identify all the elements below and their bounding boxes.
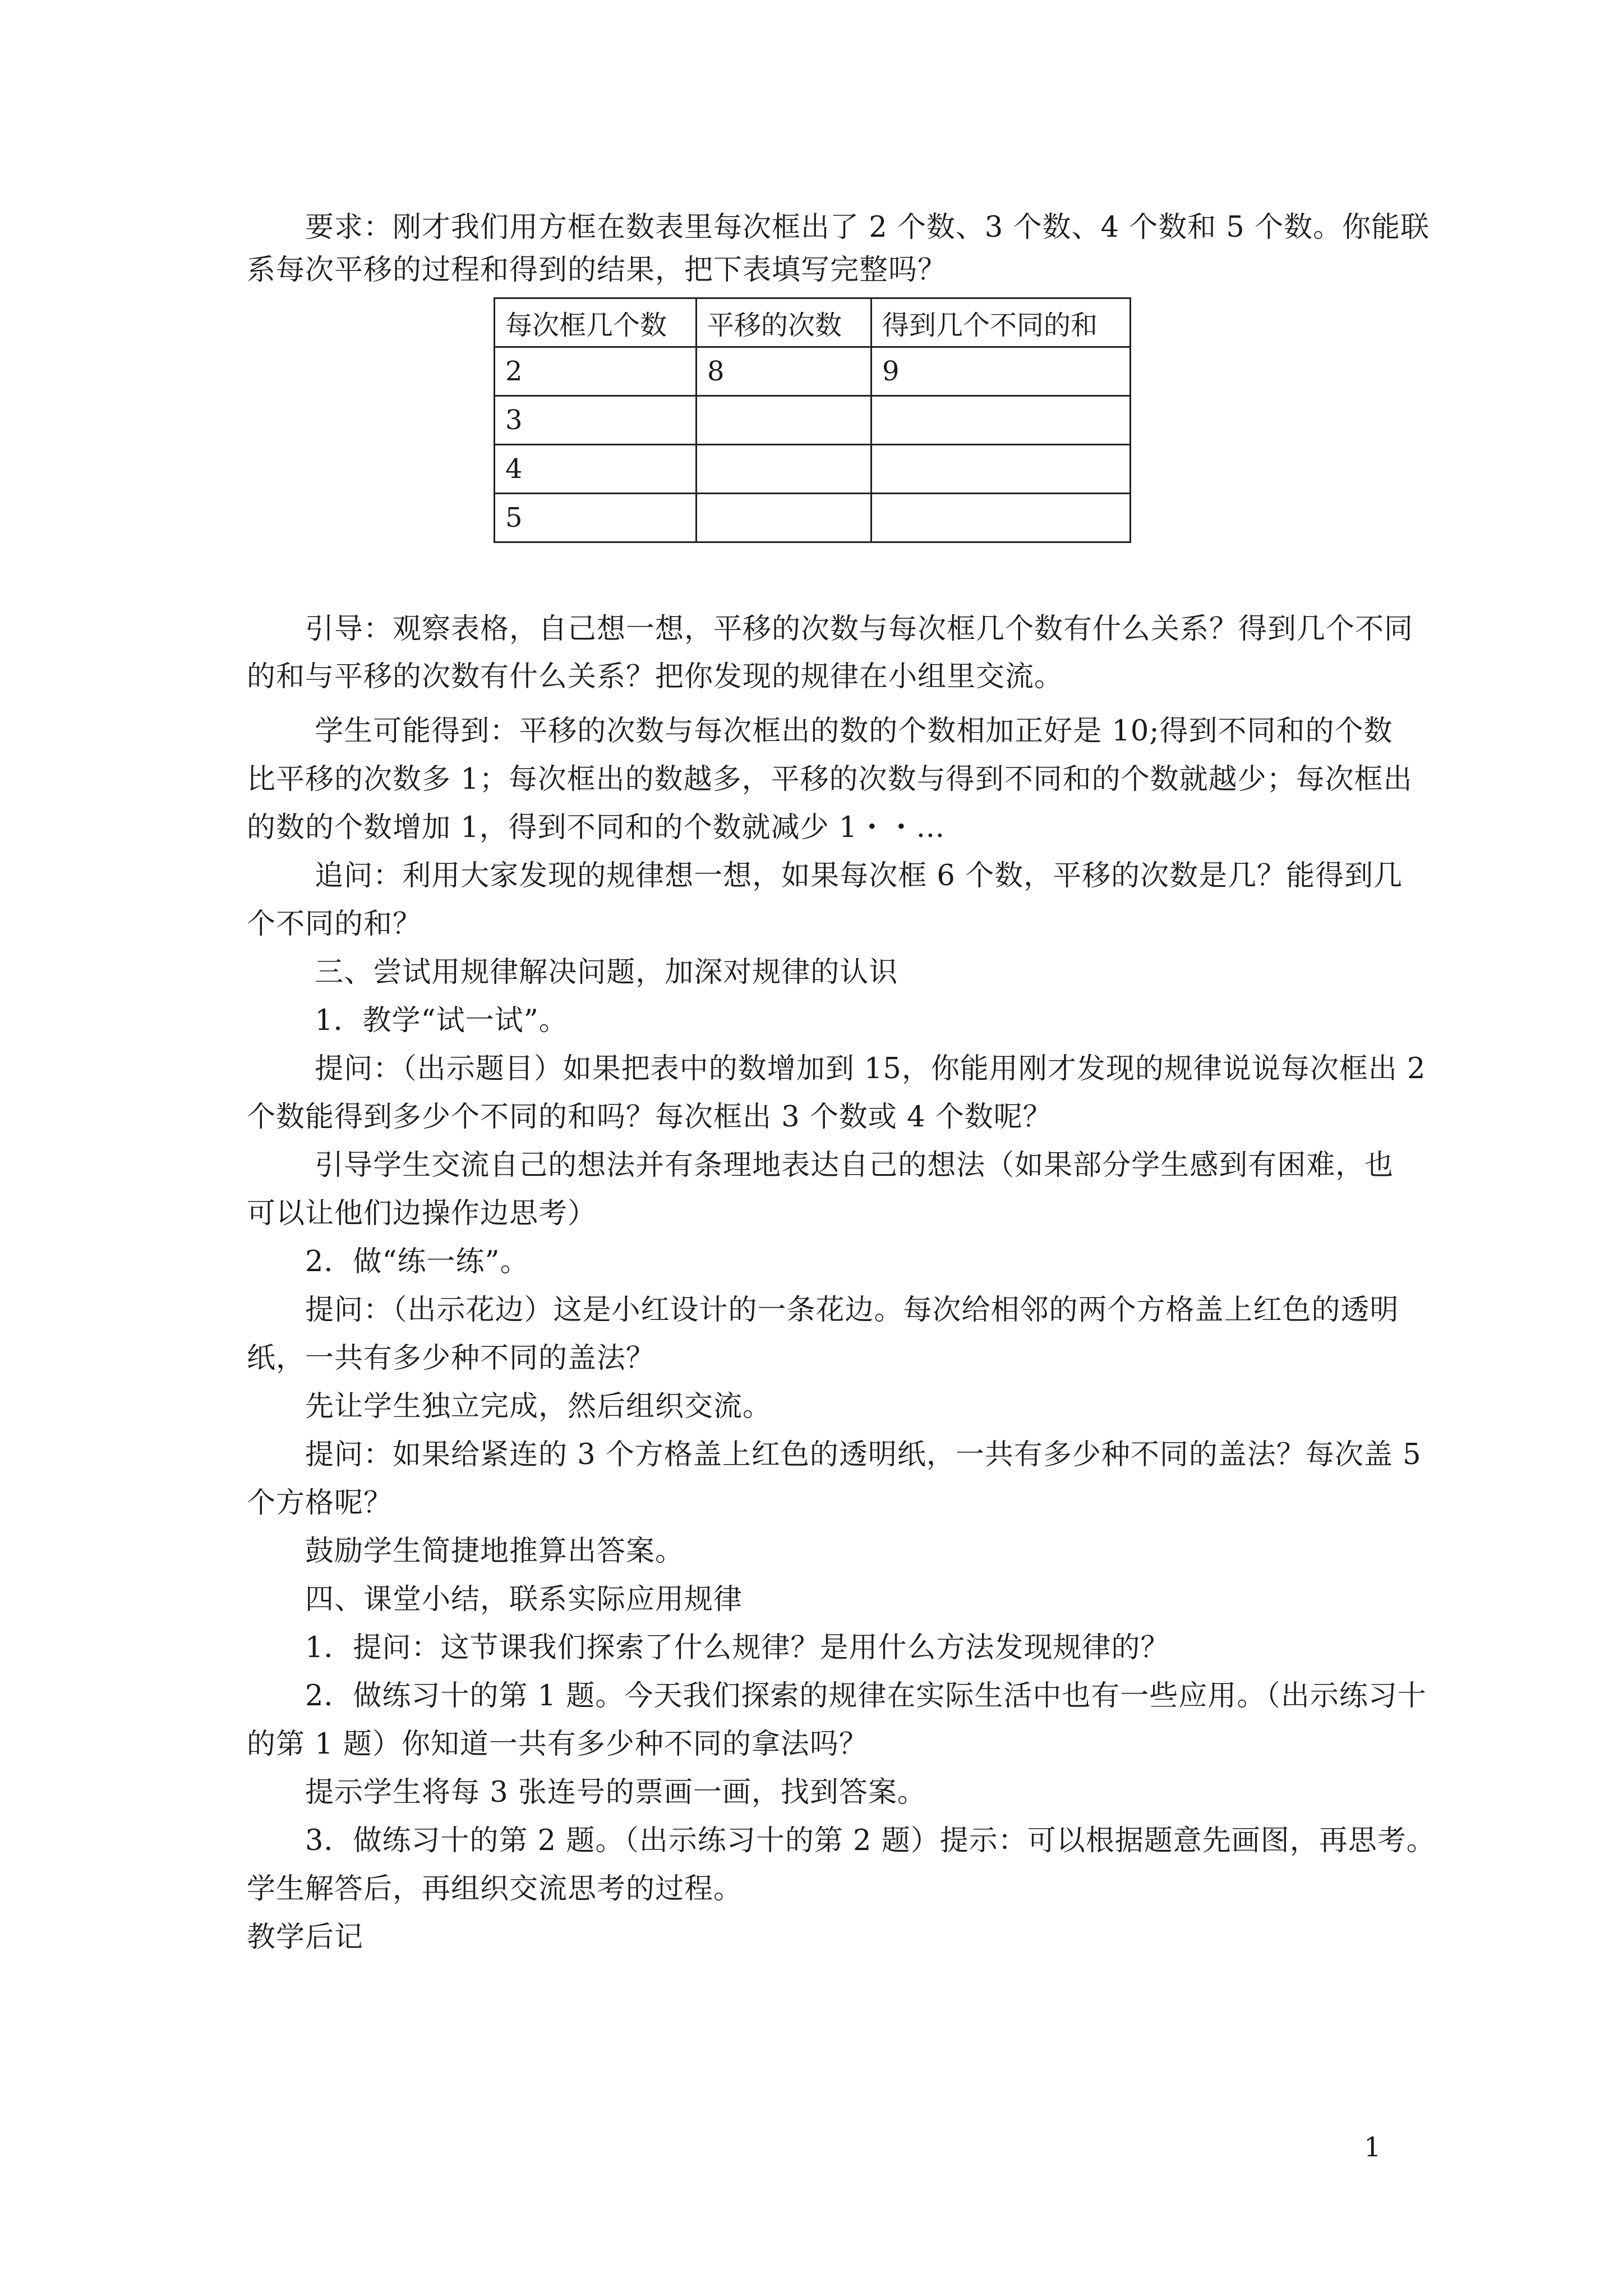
body-line: 引导：观察表格，自己想一想，平移的次数与每次框几个数有什么关系？得到几个不同 <box>247 613 1414 646</box>
body-line: 1．教学“试一试”。 <box>247 1004 568 1037</box>
body-line: 提问：（出示花边）这是小红设计的一条花边。每次给相邻的两个方格盖上红色的透明 <box>247 1294 1399 1327</box>
table-cell <box>872 396 1131 445</box>
body-line: 追问：利用大家发现的规律想一想，如果每次框 6 个数，平移的次数是几？能得到几 <box>247 859 1403 892</box>
table-row <box>495 347 1131 396</box>
body-line: 3．做练习十的第 2 题。（出示练习十的第 2 题）提示：可以根据题意先画图，再思考。 <box>247 1824 1436 1857</box>
body-line: 2．做练习十的第 1 题。今天我们探索的规律在实际生活中也有一些应用。（出示练习十 <box>247 1680 1427 1713</box>
table-cell: 9 <box>872 347 1131 396</box>
section-heading: 四、课堂小结，联系实际应用规律 <box>247 1583 743 1616</box>
page-number: 1 <box>1364 2132 1381 2163</box>
table-row <box>495 396 1131 445</box>
body-line: 学生可能得到：平移的次数与每次框出的数的个数相加正好是 10;得到不同和的个数 <box>247 715 1393 748</box>
table-header-cell: 得到几个不同的和 <box>872 298 1131 347</box>
body-line: 鼓励学生简捷地推算出答案。 <box>247 1535 685 1568</box>
table-cell <box>872 445 1131 494</box>
table-cell <box>697 445 872 494</box>
body-line: 提示学生将每 3 张连号的票画一画，找到答案。 <box>247 1776 926 1809</box>
table-row <box>495 445 1131 494</box>
body-line: 引导学生交流自己的想法并有条理地表达自己的想法（如果部分学生感到有困难，也 <box>247 1149 1394 1182</box>
body-line: 学生解答后，再组织交流思考的过程。 <box>247 1872 743 1906</box>
table-cell: 8 <box>697 347 872 396</box>
table-cell: 5 <box>495 494 697 542</box>
body-line: 可以让他们边操作边思考） <box>247 1197 597 1230</box>
table-cell <box>697 396 872 445</box>
table-cell: 4 <box>495 445 697 494</box>
table-cell <box>697 494 872 542</box>
body-line: 个方格呢？ <box>247 1487 393 1520</box>
body-line: 1．提问：这节课我们探索了什么规律？是用什么方法发现规律的？ <box>247 1631 1170 1664</box>
table-row <box>495 494 1131 542</box>
table-cell: 3 <box>495 396 697 445</box>
summary-table <box>494 297 1131 543</box>
body-line: 的数的个数增加 1，得到不同和的个数就减少 1・・… <box>247 811 946 844</box>
section-heading: 教学后记 <box>247 1921 364 1954</box>
intro-line-2: 系每次平移的过程和得到的结果，把下表填写完整吗？ <box>247 254 947 287</box>
body-line: 的第 1 题）你知道一共有多少种不同的拿法吗？ <box>247 1728 868 1761</box>
body-line: 比平移的次数多 1；每次框出的数越多，平移的次数与得到不同和的个数就越少；每次框出 <box>247 763 1413 796</box>
body-line: 个数能得到多少个不同的和吗？每次框出 3 个数或 4 个数呢？ <box>247 1101 1052 1134</box>
intro-line-1: 要求：刚才我们用方框在数表里每次框出了 2 个数、3 个数、4 个数和 5 个数。你能联 <box>247 211 1430 244</box>
table-header-cell: 每次框几个数 <box>495 298 697 347</box>
table-cell: 2 <box>495 347 697 396</box>
body-line: 纸，一共有多少种不同的盖法？ <box>247 1342 656 1375</box>
body-line: 提问：（出示题目）如果把表中的数增加到 15，你能用刚才发现的规律说说每次框出 2 <box>247 1052 1426 1085</box>
body-line: 的和与平移的次数有什么关系？把你发现的规律在小组里交流。 <box>247 660 1064 693</box>
table-cell <box>872 494 1131 542</box>
section-heading: 三、尝试用规律解决问题，加深对规律的认识 <box>247 956 898 989</box>
body-line: 个不同的和？ <box>247 908 422 941</box>
body-line: 2．做“练一练”。 <box>247 1245 529 1278</box>
table-header-cell: 平移的次数 <box>697 298 872 347</box>
table-header-row <box>495 298 1131 347</box>
body-line: 提问：如果给紧连的 3 个方格盖上红色的透明纸，一共有多少种不同的盖法？每次盖 5 <box>247 1438 1422 1471</box>
body-line: 先让学生独立完成，然后组织交流。 <box>247 1390 772 1423</box>
